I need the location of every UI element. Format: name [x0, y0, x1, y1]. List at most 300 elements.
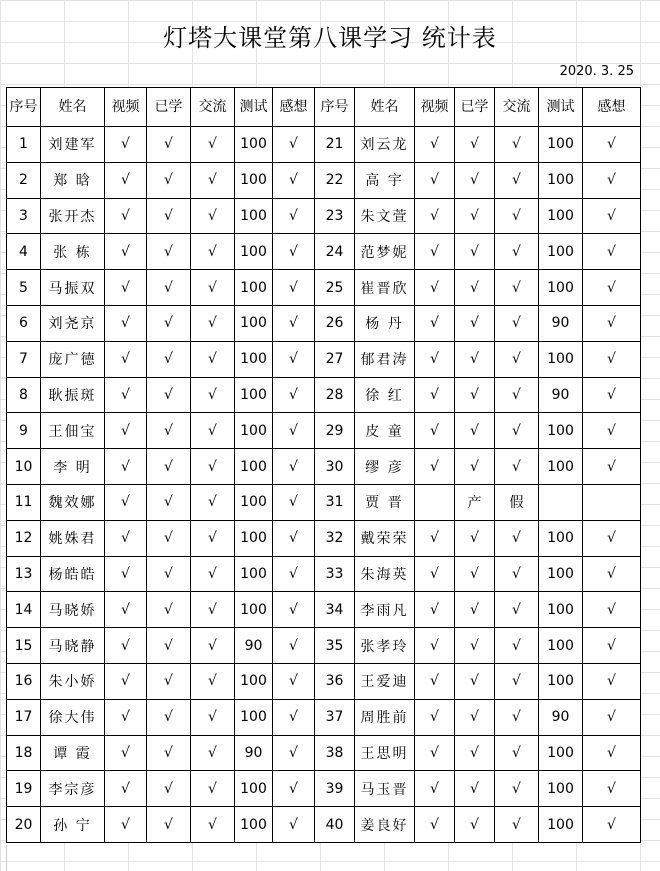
table-cell: √	[273, 234, 315, 270]
table-cell: 13	[7, 556, 41, 592]
table-row	[7, 234, 641, 270]
table-cell: 100	[235, 305, 273, 341]
table-cell: 14	[7, 592, 41, 628]
table-cell: 90	[235, 735, 273, 771]
table-cell: √	[495, 377, 539, 413]
name-cell: 马晓娇	[41, 592, 105, 628]
table-cell: √	[191, 162, 235, 198]
table-cell: √	[455, 520, 495, 556]
table-cell: √	[105, 341, 147, 377]
table-cell: 28	[315, 377, 355, 413]
name-cell: 郑 晗	[41, 162, 105, 198]
table-row	[7, 305, 641, 341]
table-cell: √	[191, 592, 235, 628]
table-cell: √	[415, 556, 455, 592]
table-row	[7, 449, 641, 485]
column-header: 交流	[495, 88, 539, 127]
table-row	[7, 413, 641, 449]
table-cell: 27	[315, 341, 355, 377]
table-cell: √	[105, 377, 147, 413]
table-cell: 100	[235, 127, 273, 163]
table-cell: 100	[235, 413, 273, 449]
column-header: 交流	[191, 88, 235, 127]
table-cell: √	[415, 592, 455, 628]
table-cell: √	[147, 234, 191, 270]
table-cell: 6	[7, 305, 41, 341]
table-cell: √	[495, 305, 539, 341]
table-cell: √	[191, 449, 235, 485]
table-cell: 25	[315, 270, 355, 306]
name-cell: 马晓静	[41, 628, 105, 664]
table-cell: 100	[235, 771, 273, 807]
table-cell: √	[415, 628, 455, 664]
table-cell: 2	[7, 162, 41, 198]
table-cell: 100	[539, 735, 583, 771]
table-cell: 100	[539, 449, 583, 485]
table-cell: √	[455, 807, 495, 843]
table-cell: √	[583, 198, 641, 234]
table-cell: √	[495, 127, 539, 163]
name-cell: 贾 晋	[355, 484, 415, 520]
name-cell: 魏效娜	[41, 484, 105, 520]
name-cell: 范梦妮	[355, 234, 415, 270]
table-cell: 100	[539, 663, 583, 699]
table-cell: √	[495, 413, 539, 449]
table-cell: √	[455, 413, 495, 449]
table-cell: 100	[235, 663, 273, 699]
table-cell: √	[105, 663, 147, 699]
table-cell: √	[273, 162, 315, 198]
table-cell: √	[273, 520, 315, 556]
name-cell: 杨皓皓	[41, 556, 105, 592]
name-cell: 孙 宁	[41, 807, 105, 843]
table-cell: 29	[315, 413, 355, 449]
table-cell: 100	[235, 449, 273, 485]
name-cell: 李雨凡	[355, 592, 415, 628]
table-cell: √	[415, 771, 455, 807]
table-row	[7, 127, 641, 163]
table-cell: √	[273, 341, 315, 377]
table-cell: 100	[235, 556, 273, 592]
table-cell: 36	[315, 663, 355, 699]
table-cell: 90	[539, 377, 583, 413]
table-cell: 24	[315, 234, 355, 270]
table-cell: 11	[7, 484, 41, 520]
table-cell: √	[495, 270, 539, 306]
table-cell: √	[495, 556, 539, 592]
column-header: 已学	[455, 88, 495, 127]
table-cell: √	[415, 377, 455, 413]
table-cell: √	[455, 270, 495, 306]
name-cell: 杨 丹	[355, 305, 415, 341]
name-cell: 朱海英	[355, 556, 415, 592]
column-header: 姓名	[41, 88, 105, 127]
name-cell: 高 宇	[355, 162, 415, 198]
table-cell: √	[583, 771, 641, 807]
table-cell: √	[105, 127, 147, 163]
table-cell: √	[191, 735, 235, 771]
table-cell: √	[191, 663, 235, 699]
column-header: 已学	[147, 88, 191, 127]
column-header: 序号	[315, 88, 355, 127]
table-cell: 30	[315, 449, 355, 485]
empty-grid-area	[6, 845, 641, 871]
table-cell: √	[273, 484, 315, 520]
table-cell: 22	[315, 162, 355, 198]
table-cell: 90	[235, 628, 273, 664]
table-cell: √	[583, 162, 641, 198]
table-cell: √	[455, 162, 495, 198]
table-cell: √	[147, 807, 191, 843]
table-cell: √	[147, 413, 191, 449]
table-cell: √	[191, 556, 235, 592]
name-cell: 缪 彦	[355, 449, 415, 485]
table-cell: 100	[539, 628, 583, 664]
table-cell: √	[105, 556, 147, 592]
table-cell: √	[191, 484, 235, 520]
name-cell: 刘尧京	[41, 305, 105, 341]
table-cell: √	[105, 413, 147, 449]
table-cell: √	[455, 377, 495, 413]
table-cell: 100	[235, 377, 273, 413]
table-cell: √	[583, 592, 641, 628]
table-cell: 100	[235, 592, 273, 628]
table-cell: √	[415, 413, 455, 449]
table-cell: √	[147, 341, 191, 377]
table-cell: √	[583, 449, 641, 485]
column-header: 视频	[105, 88, 147, 127]
table-cell: √	[455, 198, 495, 234]
table-cell: 100	[235, 807, 273, 843]
table-row	[7, 162, 641, 198]
table-cell: 4	[7, 234, 41, 270]
table-cell: 18	[7, 735, 41, 771]
table-cell: 33	[315, 556, 355, 592]
table-cell: √	[147, 162, 191, 198]
table-row	[7, 341, 641, 377]
table-cell: √	[147, 556, 191, 592]
column-header: 姓名	[355, 88, 415, 127]
table-cell: √	[495, 198, 539, 234]
table-cell: 100	[235, 270, 273, 306]
table-cell: 100	[235, 162, 273, 198]
table-row	[7, 556, 641, 592]
table-cell: √	[273, 305, 315, 341]
table-cell: √	[105, 735, 147, 771]
table-cell: √	[191, 771, 235, 807]
table-cell: √	[273, 699, 315, 735]
table-cell: 9	[7, 413, 41, 449]
table-cell: 90	[539, 699, 583, 735]
table-cell: 100	[539, 413, 583, 449]
table-cell: √	[583, 305, 641, 341]
name-cell: 耿振斑	[41, 377, 105, 413]
table-cell: √	[273, 628, 315, 664]
table-cell: √	[415, 520, 455, 556]
column-header: 测试	[539, 88, 583, 127]
table-cell: 100	[539, 162, 583, 198]
table-cell: √	[147, 699, 191, 735]
table-row	[7, 807, 641, 843]
table-cell: √	[583, 735, 641, 771]
table-cell: √	[147, 127, 191, 163]
table-cell: 32	[315, 520, 355, 556]
table-cell: √	[147, 735, 191, 771]
table-cell: √	[583, 234, 641, 270]
table-cell: √	[105, 484, 147, 520]
table-cell: √	[583, 556, 641, 592]
table-cell: √	[273, 771, 315, 807]
name-cell: 周胜前	[355, 699, 415, 735]
table-cell: 100	[235, 520, 273, 556]
table-cell: √	[191, 807, 235, 843]
table-cell: √	[583, 270, 641, 306]
table-cell: √	[495, 735, 539, 771]
table-cell: 100	[539, 341, 583, 377]
name-cell: 朱文萱	[355, 198, 415, 234]
table-cell: √	[105, 270, 147, 306]
table-cell: √	[583, 377, 641, 413]
table-cell: 100	[539, 198, 583, 234]
table-cell: √	[105, 520, 147, 556]
statistics-table	[6, 87, 641, 843]
name-cell: 张 栋	[41, 234, 105, 270]
table-cell: √	[455, 699, 495, 735]
table-cell: √	[415, 449, 455, 485]
table-cell: √	[495, 699, 539, 735]
table-row	[7, 592, 641, 628]
table-cell: √	[191, 628, 235, 664]
name-cell: 徐大伟	[41, 699, 105, 735]
table-cell: 38	[315, 735, 355, 771]
table-row	[7, 663, 641, 699]
table-cell: √	[495, 234, 539, 270]
table-cell: 15	[7, 628, 41, 664]
table-cell: √	[191, 234, 235, 270]
name-cell: 皮 童	[355, 413, 415, 449]
table-cell: 90	[539, 305, 583, 341]
table-cell: 17	[7, 699, 41, 735]
table-cell: √	[273, 735, 315, 771]
table-cell: √	[495, 771, 539, 807]
table-cell: 34	[315, 592, 355, 628]
table-row	[7, 628, 641, 664]
table-cell: √	[273, 663, 315, 699]
table-cell: √	[147, 592, 191, 628]
table-cell	[539, 484, 583, 520]
header-row	[7, 88, 641, 127]
name-cell: 戴荣荣	[355, 520, 415, 556]
table-cell: 21	[315, 127, 355, 163]
table-cell: √	[583, 628, 641, 664]
table-cell: √	[147, 449, 191, 485]
column-header: 感想	[583, 88, 641, 127]
table-cell: √	[455, 771, 495, 807]
table-cell: √	[455, 556, 495, 592]
table-cell: √	[455, 234, 495, 270]
table-cell: √	[495, 807, 539, 843]
column-header: 测试	[235, 88, 273, 127]
table-cell: 39	[315, 771, 355, 807]
table-cell: 19	[7, 771, 41, 807]
name-cell: 李宗彦	[41, 771, 105, 807]
name-cell: 谭 霞	[41, 735, 105, 771]
table-cell: √	[147, 771, 191, 807]
table-cell: 100	[539, 807, 583, 843]
table-cell: √	[147, 305, 191, 341]
table-cell: √	[455, 341, 495, 377]
table-cell: 35	[315, 628, 355, 664]
table-cell: √	[105, 592, 147, 628]
table-cell: √	[415, 699, 455, 735]
table-cell: 16	[7, 663, 41, 699]
table-cell: √	[455, 305, 495, 341]
table-cell: √	[273, 592, 315, 628]
table-cell: √	[583, 699, 641, 735]
table-cell	[583, 484, 641, 520]
table-cell: √	[415, 270, 455, 306]
table-row	[7, 520, 641, 556]
table-cell: √	[273, 270, 315, 306]
table-cell: √	[415, 162, 455, 198]
table-cell: 37	[315, 699, 355, 735]
table-cell: 100	[235, 341, 273, 377]
table-cell: 100	[235, 484, 273, 520]
table-cell: √	[583, 807, 641, 843]
table-cell: √	[191, 341, 235, 377]
table-cell: √	[105, 198, 147, 234]
table-cell: 5	[7, 270, 41, 306]
name-cell: 张孝玲	[355, 628, 415, 664]
column-header: 感想	[273, 88, 315, 127]
name-cell: 崔晋欣	[355, 270, 415, 306]
table-cell: √	[415, 305, 455, 341]
table-cell: 7	[7, 341, 41, 377]
table-cell: √	[105, 771, 147, 807]
table-cell	[415, 484, 455, 520]
table-cell: √	[583, 663, 641, 699]
table-row	[7, 198, 641, 234]
table-cell: √	[191, 127, 235, 163]
table-cell: √	[147, 270, 191, 306]
table-cell: 23	[315, 198, 355, 234]
table-cell: 100	[539, 520, 583, 556]
column-header: 视频	[415, 88, 455, 127]
table-cell: √	[105, 807, 147, 843]
table-cell: 100	[539, 592, 583, 628]
table-cell: √	[105, 162, 147, 198]
table-cell: √	[147, 484, 191, 520]
table-cell: √	[273, 198, 315, 234]
table-cell: √	[455, 449, 495, 485]
table-cell: √	[415, 807, 455, 843]
name-cell: 马玉晋	[355, 771, 415, 807]
table-cell: √	[455, 628, 495, 664]
table-cell: 8	[7, 377, 41, 413]
table-cell: √	[273, 807, 315, 843]
table-row	[7, 699, 641, 735]
table-cell: 100	[235, 699, 273, 735]
name-cell: 张开杰	[41, 198, 105, 234]
table-cell: √	[583, 413, 641, 449]
table-cell: 40	[315, 807, 355, 843]
name-cell: 马振双	[41, 270, 105, 306]
table-cell: √	[191, 520, 235, 556]
table-cell: √	[455, 663, 495, 699]
table-cell: √	[105, 628, 147, 664]
table-cell: √	[147, 520, 191, 556]
table-cell: √	[495, 520, 539, 556]
table-cell: √	[147, 198, 191, 234]
table-cell: √	[495, 663, 539, 699]
table-body	[7, 127, 641, 843]
table-cell: √	[495, 341, 539, 377]
name-cell: 李 明	[41, 449, 105, 485]
table-cell: √	[105, 449, 147, 485]
column-header: 序号	[7, 88, 41, 127]
table-cell: √	[415, 198, 455, 234]
table-cell: √	[455, 127, 495, 163]
name-cell: 王爱迪	[355, 663, 415, 699]
table-row	[7, 735, 641, 771]
table-cell: 26	[315, 305, 355, 341]
table-cell: √	[273, 377, 315, 413]
table-cell: √	[495, 592, 539, 628]
table-cell: √	[273, 556, 315, 592]
table-cell: 100	[539, 234, 583, 270]
sheet-title: 灯塔大课堂第八课学习 统计表	[163, 24, 497, 52]
table-row	[7, 771, 641, 807]
table-cell: 10	[7, 449, 41, 485]
name-cell: 姚姝君	[41, 520, 105, 556]
table-cell: √	[273, 413, 315, 449]
table-cell: √	[191, 377, 235, 413]
table-cell: √	[495, 449, 539, 485]
name-cell: 姜良好	[355, 807, 415, 843]
table-cell: 31	[315, 484, 355, 520]
table-row	[7, 484, 641, 520]
table-cell: 1	[7, 127, 41, 163]
table-cell: √	[455, 735, 495, 771]
table-cell: √	[415, 127, 455, 163]
name-cell: 王思明	[355, 735, 415, 771]
table-cell: √	[415, 234, 455, 270]
table-cell: 产	[455, 484, 495, 520]
table-cell: 20	[7, 807, 41, 843]
table-cell: √	[495, 628, 539, 664]
table-cell: √	[273, 127, 315, 163]
table-cell: √	[415, 341, 455, 377]
table-cell: √	[147, 663, 191, 699]
table-cell: √	[191, 413, 235, 449]
table-cell: 100	[539, 127, 583, 163]
table-cell: √	[105, 234, 147, 270]
name-cell: 刘建军	[41, 127, 105, 163]
table-cell: √	[415, 735, 455, 771]
table-cell: √	[273, 449, 315, 485]
table-cell: √	[191, 270, 235, 306]
name-cell: 王佃宝	[41, 413, 105, 449]
table-cell: √	[495, 162, 539, 198]
table-cell: 100	[235, 198, 273, 234]
table-cell: √	[105, 305, 147, 341]
table-cell: √	[191, 198, 235, 234]
table-cell: √	[191, 305, 235, 341]
table-cell: √	[147, 628, 191, 664]
table-cell: √	[583, 341, 641, 377]
name-cell: 朱小娇	[41, 663, 105, 699]
table-cell: 100	[539, 556, 583, 592]
